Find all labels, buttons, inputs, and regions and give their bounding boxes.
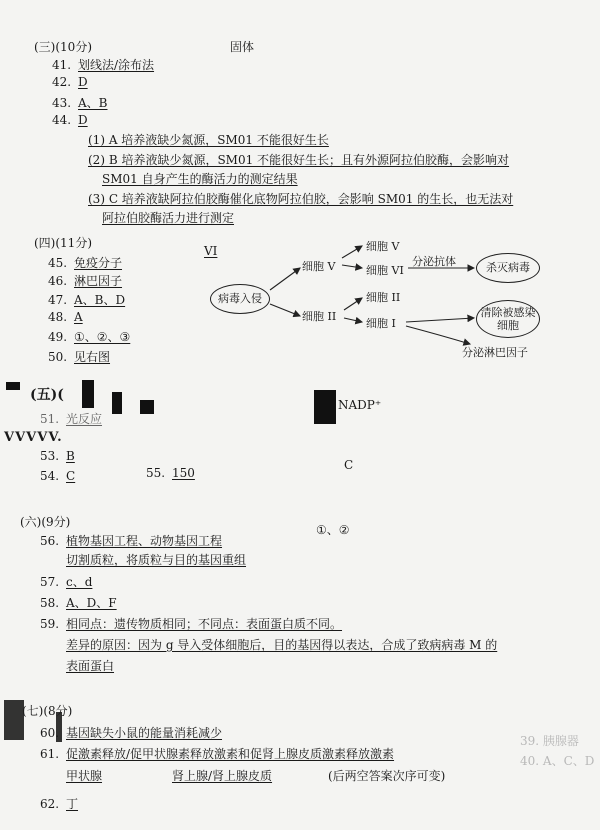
scan-blot xyxy=(82,380,94,408)
node-virus: 病毒入侵 xyxy=(210,284,270,314)
bleed-text-a: 39. 胰腺器 xyxy=(520,734,579,748)
scan-blot xyxy=(314,390,336,424)
q60: 60. 基因缺失小鼠的能量消耗减少 xyxy=(40,726,223,740)
q57: 57. c、d xyxy=(40,575,93,589)
node-clear-infected: 清除被感染细胞 xyxy=(476,300,540,338)
q59-line2: 差异的原因：因为 g 导入受体细胞后，目的基因得以表达，合成了致病病毒 M 的 xyxy=(66,638,498,652)
section-7-title: (七)(8分) xyxy=(22,704,73,718)
q44-explain-1: (1) A 培养液缺少氮源，SM01 不能很好生长 xyxy=(88,133,329,147)
q44-explain-3b: 阿拉伯胶酶活力进行测定 xyxy=(102,211,235,225)
section-3-title: (三)(10分) xyxy=(34,40,92,54)
q43: 43. A、B xyxy=(52,96,108,110)
node-kill-virus: 杀灭病毒 xyxy=(476,253,540,283)
q56-line2: 切割质粒，将质粒与目的基因重组 xyxy=(66,553,247,567)
q49: 49. ①、②、③ xyxy=(48,330,131,344)
scan-blot xyxy=(140,400,154,414)
q61-gland-2: 肾上腺/肾上腺皮质 xyxy=(172,769,273,783)
q56: 56. 植物基因工程、动物基因工程 xyxy=(40,534,223,548)
q52-garbled: VVVVV. xyxy=(4,430,63,445)
q48: 48. A xyxy=(48,310,83,324)
q61-note: (后两空答案次序可变) xyxy=(328,769,446,783)
scan-blot xyxy=(112,392,122,414)
stray-text: 固体 xyxy=(230,40,255,54)
q41: 41. 划线法/涂布法 xyxy=(52,58,155,72)
q58: 58. A、D、F xyxy=(40,596,117,610)
q50: 50. 见右图 xyxy=(48,350,111,364)
node-cell-v: 细胞 V xyxy=(302,260,336,273)
node-cell-ii: 细胞 II xyxy=(302,310,337,323)
q53: 53. B xyxy=(40,449,75,463)
diagram-label-vi: VI xyxy=(204,244,218,258)
q59-line3: 表面蛋白 xyxy=(66,659,115,673)
label-antibody: 分泌抗体 xyxy=(412,255,456,268)
q54: 54. C xyxy=(40,469,76,483)
node-cell-vi: 细胞 VI xyxy=(366,264,404,277)
q51: 51. 光反应 xyxy=(40,412,103,426)
section-4-title: (四)(11分) xyxy=(34,236,92,250)
q44: 44. D xyxy=(52,113,88,127)
section-5-title: (五)( xyxy=(30,387,64,403)
scan-blot xyxy=(4,700,24,740)
nadp-label: NADP⁺ xyxy=(338,398,382,412)
node-cell-v2: 细胞 V xyxy=(366,240,400,253)
q61-gland-1: 甲状腺 xyxy=(66,769,103,783)
section-6-title: (六)(9分) xyxy=(20,515,71,529)
q44-explain-2b: SM01 自身产生的酶活力的测定结果 xyxy=(102,172,298,186)
c-right: C xyxy=(344,458,354,472)
circled-answer: ①、② xyxy=(316,523,350,537)
q45: 45. 免疫分子 xyxy=(48,256,123,270)
q47: 47. A、B、D xyxy=(48,293,126,307)
q59: 59. 相同点：遗传物质相同；不同点：表面蛋白质不同。 xyxy=(40,617,343,631)
q42: 42. D xyxy=(52,75,88,89)
node-cell-i: 细胞 I xyxy=(366,317,396,330)
q46: 46. 淋巴因子 xyxy=(48,274,123,288)
q61: 61. 促激素释放/促甲状腺素释放激素和促肾上腺皮质激素释放激素 xyxy=(40,747,395,761)
label-lymphokine: 分泌淋巴因子 xyxy=(462,346,528,359)
q62: 62. 丁 xyxy=(40,797,79,811)
bleed-text-b: 40. A、C、D xyxy=(520,754,595,768)
q55: 55. 150 xyxy=(146,466,195,480)
node-cell-ii2: 细胞 II xyxy=(366,291,401,304)
q44-explain-3: (3) C 培养液缺阿拉伯胶酶催化底物阿拉伯胶，会影响 SM01 的生长，也无法对 xyxy=(88,192,514,206)
q44-explain-2: (2) B 培养液缺少氮源，SM01 不能很好生长；且有外源阿拉伯胶酶，会影响对 xyxy=(88,153,510,167)
scan-blot xyxy=(6,382,20,390)
